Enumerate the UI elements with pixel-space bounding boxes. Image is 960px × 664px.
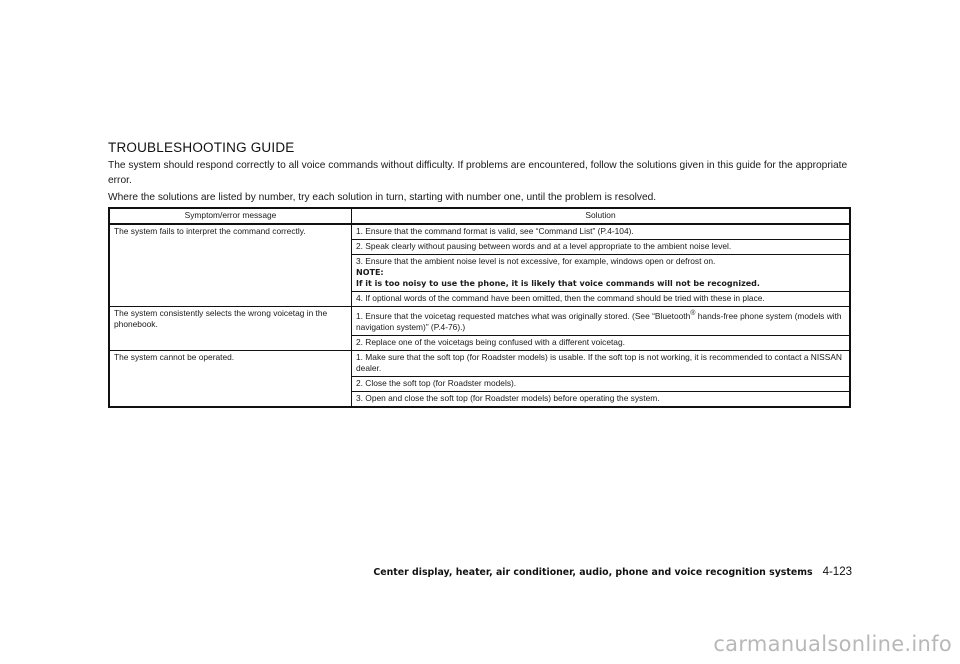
troubleshooting-table xyxy=(108,207,851,408)
symptom-cell: The system cannot be operated. xyxy=(109,350,352,407)
chapter-title: Center display, heater, air conditioner, audio, phone and voice recognition systems xyxy=(373,567,813,578)
solution-cell: 2. Replace one of the voicetags being confused with a different voicetag. xyxy=(352,335,851,350)
symptom-cell: The system fails to interpret the command correctly. xyxy=(109,224,352,307)
solution-cell xyxy=(352,307,851,336)
watermark: carmanualsonline.info xyxy=(713,632,952,656)
symptom-cell: The system consistently selects the wrong voicetag in the phonebook. xyxy=(109,307,352,351)
solution-text: 3. Ensure that the ambient noise level is not excessive, for example, windows open or defrost on. xyxy=(356,256,716,266)
note-text: If it is too noisy to use the phone, it is likely that voice commands will not be recognized. xyxy=(356,279,760,288)
section-title: TROUBLESHOOTING GUIDE xyxy=(108,140,295,155)
solution-cell: 1. Ensure that the command format is valid, see “Command List” (P.4-104). xyxy=(352,224,851,240)
solution-cell: 2. Speak clearly without pausing between words and at a level appropriate to the ambient noise level. xyxy=(352,240,851,255)
solution-text-start: 1. Ensure that the voicetag requested matches what was originally stored. (See “Bluetooth xyxy=(356,310,691,321)
table-row xyxy=(109,307,850,336)
solution-cell: 3. Open and close the soft top (for Roadster models) before operating the system. xyxy=(352,391,851,407)
table-header-row xyxy=(109,208,850,224)
instruction-paragraph: Where the solutions are listed by number, try each solution in turn, starting with number one, until the problem is resolved. xyxy=(108,192,657,203)
solution-cell xyxy=(352,255,851,292)
solution-cell: 1. Make sure that the soft top (for Roadster models) is usable. If the soft top is not working, it is recommended to contact a NISSAN dealer. xyxy=(352,350,851,376)
symptom-column-header: Symptom/error message xyxy=(109,208,352,224)
table-row xyxy=(109,224,850,240)
page-footer xyxy=(373,566,852,578)
table-row xyxy=(109,350,850,376)
note-label: NOTE: xyxy=(356,268,384,277)
intro-paragraph: The system should respond correctly to all voice commands without difficulty. If problems are encountered, follow the solutions given in this guide for the appropriate error. xyxy=(108,160,848,186)
solution-text-end: hands-free phone system (models with navigation system)” (P.4-76).) xyxy=(356,310,842,332)
solution-cell: 4. If optional words of the command have been omitted, then the command should be tried with these in place. xyxy=(352,292,851,307)
solution-column-header: Solution xyxy=(352,208,851,224)
solution-cell: 2. Close the soft top (for Roadster models). xyxy=(352,376,851,391)
registered-mark: ® xyxy=(690,310,696,317)
page-number: 4-123 xyxy=(822,566,852,578)
